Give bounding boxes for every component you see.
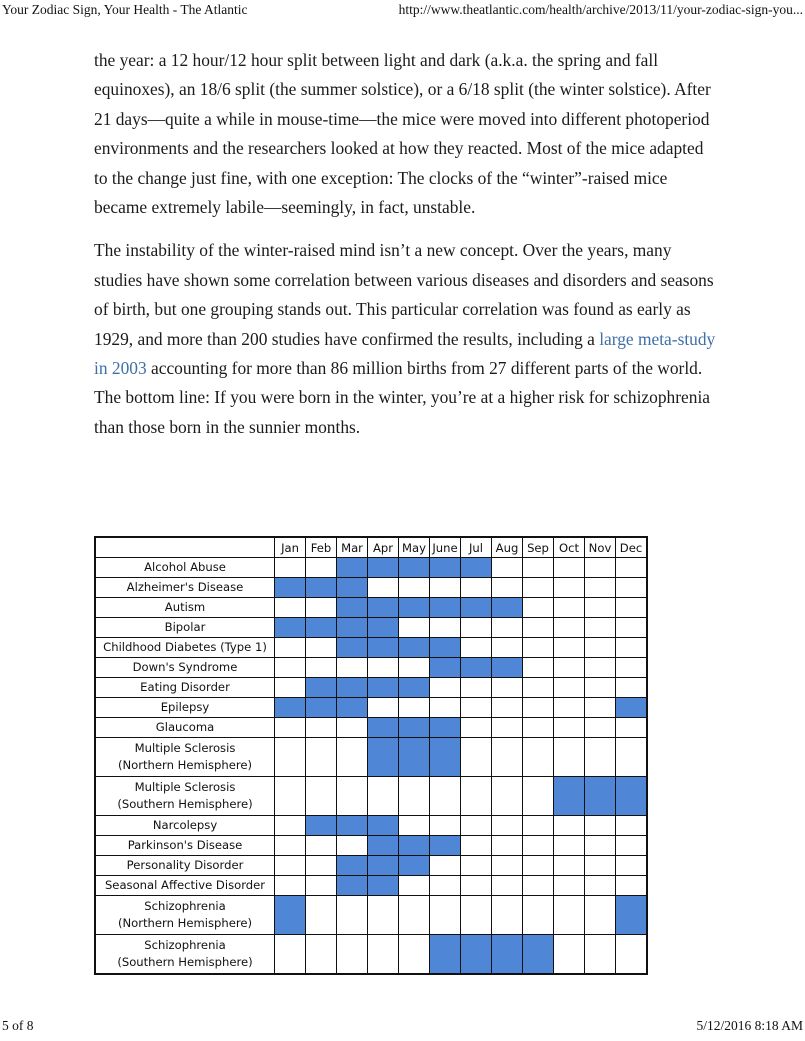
- month-cell-empty: [585, 856, 616, 876]
- month-cell-empty: [554, 558, 585, 578]
- print-datetime: 5/12/2016 8:18 AM: [696, 1018, 803, 1033]
- condition-label: [95, 856, 275, 876]
- month-cell-empty: [461, 698, 492, 718]
- month-cell-highlighted: [368, 618, 399, 638]
- month-cell-highlighted: [399, 718, 430, 738]
- condition-name: Multiple Sclerosis: [134, 780, 236, 794]
- paragraph-text: The instability of the winter-raised mind isn’t a new concept. Over the years, many studies have shown some correlation between various diseases and disorders and seasons of birth, but one grouping stands out. This particular correlation was found as early as 1929, and more than 200 studies have confirmed the results, including a: [94, 240, 714, 349]
- month-cell-empty: [399, 935, 430, 975]
- month-cell-empty: [492, 578, 523, 598]
- condition-label: [95, 678, 275, 698]
- table-row: [95, 935, 647, 975]
- month-cell-empty: [430, 678, 461, 698]
- month-cell-empty: [585, 896, 616, 935]
- month-cell-empty: [461, 836, 492, 856]
- month-cell-empty: [492, 638, 523, 658]
- month-cell-empty: [523, 638, 554, 658]
- month-cell-empty: [523, 856, 554, 876]
- month-header-jul: Jul: [461, 537, 492, 558]
- month-header-jan: Jan: [275, 537, 306, 558]
- month-cell-highlighted: [399, 856, 430, 876]
- month-cell-empty: [461, 638, 492, 658]
- month-cell-empty: [275, 777, 306, 816]
- month-cell-empty: [461, 777, 492, 816]
- condition-qualifier: (Southern Hemisphere): [117, 797, 253, 811]
- month-cell-highlighted: [368, 638, 399, 658]
- month-cell-empty: [337, 738, 368, 777]
- month-cell-empty: [523, 658, 554, 678]
- condition-name: Down's Syndrome: [132, 660, 238, 674]
- month-header-nov: Nov: [585, 537, 616, 558]
- month-cell-highlighted: [337, 598, 368, 618]
- month-cell-empty: [399, 618, 430, 638]
- month-cell-empty: [461, 856, 492, 876]
- month-cell-empty: [616, 598, 648, 618]
- month-cell-highlighted: [399, 836, 430, 856]
- month-header-mar: Mar: [337, 537, 368, 558]
- month-cell-highlighted: [616, 777, 648, 816]
- month-cell-highlighted: [368, 678, 399, 698]
- condition-qualifier: (Northern Hemisphere): [117, 916, 253, 930]
- month-cell-highlighted: [337, 558, 368, 578]
- month-cell-highlighted: [430, 935, 461, 975]
- month-header-dec: Dec: [616, 537, 648, 558]
- condition-name: Multiple Sclerosis: [134, 741, 236, 755]
- month-cell-highlighted: [337, 698, 368, 718]
- table-row: [95, 658, 647, 678]
- condition-name: Epilepsy: [160, 700, 210, 714]
- month-cell-empty: [337, 658, 368, 678]
- month-cell-empty: [585, 698, 616, 718]
- month-cell-highlighted: [337, 678, 368, 698]
- table-row: [95, 876, 647, 896]
- month-cell-empty: [368, 578, 399, 598]
- month-cell-empty: [430, 856, 461, 876]
- condition-label: [95, 876, 275, 896]
- month-cell-empty: [554, 698, 585, 718]
- table-row: [95, 856, 647, 876]
- month-cell-highlighted: [430, 558, 461, 578]
- month-cell-highlighted: [368, 876, 399, 896]
- condition-label: [95, 618, 275, 638]
- month-cell-highlighted: [461, 658, 492, 678]
- month-cell-empty: [616, 618, 648, 638]
- month-cell-empty: [275, 598, 306, 618]
- month-cell-empty: [554, 678, 585, 698]
- month-cell-highlighted: [368, 598, 399, 618]
- month-cell-empty: [616, 935, 648, 975]
- month-cell-highlighted: [337, 816, 368, 836]
- table-row: [95, 598, 647, 618]
- month-cell-highlighted: [399, 638, 430, 658]
- month-cell-highlighted: [275, 618, 306, 638]
- month-cell-empty: [554, 578, 585, 598]
- month-cell-empty: [585, 678, 616, 698]
- month-cell-empty: [554, 816, 585, 836]
- month-cell-empty: [337, 836, 368, 856]
- month-cell-empty: [492, 698, 523, 718]
- month-cell-empty: [306, 935, 337, 975]
- month-cell-empty: [306, 738, 337, 777]
- month-cell-empty: [337, 777, 368, 816]
- month-cell-empty: [523, 698, 554, 718]
- table-row: [95, 896, 647, 935]
- month-cell-empty: [616, 816, 648, 836]
- month-cell-empty: [616, 738, 648, 777]
- month-cell-highlighted: [368, 558, 399, 578]
- print-header: [0, 0, 805, 22]
- article-body: [94, 46, 716, 456]
- condition-name: Schizophrenia: [144, 938, 226, 952]
- month-cell-empty: [523, 578, 554, 598]
- month-cell-empty: [523, 678, 554, 698]
- month-cell-empty: [306, 558, 337, 578]
- month-cell-empty: [461, 816, 492, 836]
- month-cell-highlighted: [399, 598, 430, 618]
- month-cell-empty: [461, 718, 492, 738]
- month-cell-highlighted: [461, 935, 492, 975]
- condition-name: Alcohol Abuse: [144, 560, 226, 574]
- month-cell-highlighted: [275, 698, 306, 718]
- month-cell-empty: [554, 618, 585, 638]
- month-cell-highlighted: [275, 578, 306, 598]
- month-cell-empty: [368, 935, 399, 975]
- print-header-url: http://www.theatlantic.com/health/archive/2013/11/your-zodiac-sign-you...: [398, 2, 803, 17]
- month-cell-empty: [461, 738, 492, 777]
- condition-label: [95, 558, 275, 578]
- month-cell-highlighted: [461, 598, 492, 618]
- month-cell-empty: [368, 777, 399, 816]
- birth-season-disorder-table: [94, 536, 648, 975]
- month-cell-empty: [554, 935, 585, 975]
- month-cell-empty: [306, 836, 337, 856]
- month-cell-empty: [461, 876, 492, 896]
- month-cell-empty: [492, 836, 523, 856]
- month-cell-empty: [337, 718, 368, 738]
- month-cell-empty: [430, 578, 461, 598]
- month-cell-empty: [585, 638, 616, 658]
- month-cell-empty: [306, 718, 337, 738]
- table-row: [95, 698, 647, 718]
- month-cell-empty: [492, 618, 523, 638]
- month-cell-highlighted: [554, 777, 585, 816]
- month-cell-empty: [585, 816, 616, 836]
- month-cell-empty: [306, 598, 337, 618]
- condition-name: Glaucoma: [155, 720, 215, 734]
- month-header-oct: Oct: [554, 537, 585, 558]
- month-cell-highlighted: [275, 896, 306, 935]
- article-paragraph-1: the year: a 12 hour/12 hour split between light and dark (a.k.a. the spring and fall equinoxes), an 18/6 split (the summer solstice), or a 6/18 split (the winter solstice). After 21 days—quite a while in mouse-time—the mice were moved into different photoperiod environments and the researchers looked at how they reacted. Most of the mice adapted to the change just fine, with one exception: The clocks of the “winter”-raised mice became extremely labile—seemingly, in fact, unstable.: [94, 50, 711, 218]
- condition-label: [95, 896, 275, 935]
- month-cell-empty: [430, 777, 461, 816]
- month-cell-empty: [275, 856, 306, 876]
- month-cell-empty: [368, 698, 399, 718]
- month-header-row: [95, 537, 647, 558]
- print-header-title: Your Zodiac Sign, Your Health - The Atlantic: [2, 2, 248, 17]
- condition-label: [95, 777, 275, 816]
- month-cell-highlighted: [368, 816, 399, 836]
- month-cell-highlighted: [430, 836, 461, 856]
- month-cell-highlighted: [399, 558, 430, 578]
- month-cell-empty: [492, 718, 523, 738]
- month-cell-empty: [430, 698, 461, 718]
- condition-label: [95, 738, 275, 777]
- month-cell-empty: [399, 698, 430, 718]
- month-cell-empty: [616, 638, 648, 658]
- table-row: [95, 638, 647, 658]
- month-header-may: May: [399, 537, 430, 558]
- month-cell-highlighted: [492, 935, 523, 975]
- month-header-june: June: [430, 537, 461, 558]
- month-cell-empty: [430, 876, 461, 896]
- month-cell-empty: [430, 896, 461, 935]
- month-cell-empty: [554, 598, 585, 618]
- condition-label: [95, 698, 275, 718]
- month-cell-highlighted: [492, 598, 523, 618]
- month-cell-highlighted: [430, 658, 461, 678]
- table-row: [95, 578, 647, 598]
- month-cell-empty: [461, 896, 492, 935]
- month-cell-highlighted: [368, 718, 399, 738]
- month-cell-empty: [616, 836, 648, 856]
- month-cell-empty: [337, 896, 368, 935]
- month-cell-empty: [554, 856, 585, 876]
- table-row: [95, 738, 647, 777]
- month-header-aug: Aug: [492, 537, 523, 558]
- month-cell-empty: [492, 816, 523, 836]
- month-cell-empty: [585, 618, 616, 638]
- month-cell-empty: [616, 718, 648, 738]
- month-cell-empty: [523, 738, 554, 777]
- table-row: [95, 678, 647, 698]
- table-row: [95, 558, 647, 578]
- month-cell-empty: [492, 876, 523, 896]
- month-cell-empty: [275, 558, 306, 578]
- month-cell-empty: [523, 896, 554, 935]
- month-cell-empty: [275, 876, 306, 896]
- condition-name: Bipolar: [164, 620, 206, 634]
- month-cell-empty: [399, 896, 430, 935]
- month-cell-empty: [399, 816, 430, 836]
- month-cell-empty: [492, 678, 523, 698]
- condition-label: [95, 658, 275, 678]
- month-cell-highlighted: [430, 598, 461, 618]
- month-cell-highlighted: [306, 698, 337, 718]
- condition-name: Autism: [164, 600, 206, 614]
- month-cell-empty: [306, 896, 337, 935]
- month-cell-highlighted: [337, 638, 368, 658]
- month-cell-highlighted: [337, 856, 368, 876]
- month-cell-empty: [523, 816, 554, 836]
- month-cell-empty: [616, 578, 648, 598]
- condition-name: Childhood Diabetes (Type 1): [103, 640, 267, 654]
- month-cell-highlighted: [368, 856, 399, 876]
- month-cell-highlighted: [337, 876, 368, 896]
- condition-label: [95, 598, 275, 618]
- month-cell-empty: [399, 876, 430, 896]
- condition-label: [95, 935, 275, 975]
- condition-name: Alzheimer's Disease: [126, 580, 244, 594]
- month-cell-empty: [337, 935, 368, 975]
- condition-label: [95, 816, 275, 836]
- month-cell-empty: [554, 836, 585, 856]
- month-cell-empty: [554, 638, 585, 658]
- month-cell-empty: [523, 836, 554, 856]
- month-cell-highlighted: [306, 678, 337, 698]
- month-cell-empty: [461, 578, 492, 598]
- month-cell-empty: [585, 598, 616, 618]
- month-cell-empty: [275, 718, 306, 738]
- table-row: [95, 618, 647, 638]
- month-cell-empty: [616, 678, 648, 698]
- paragraph-text: accounting for more than 86 million births from 27 different parts of the world. The bottom line: If you were born in the winter, you’re at a higher risk for schizophrenia than those born in the sunnier months.: [94, 358, 710, 437]
- month-cell-empty: [585, 718, 616, 738]
- condition-name: Personality Disorder: [126, 858, 244, 872]
- month-cell-highlighted: [492, 658, 523, 678]
- month-cell-empty: [275, 738, 306, 777]
- month-cell-highlighted: [399, 738, 430, 777]
- month-cell-empty: [275, 935, 306, 975]
- condition-name: Schizophrenia: [144, 899, 226, 913]
- month-cell-highlighted: [430, 718, 461, 738]
- month-cell-empty: [368, 658, 399, 678]
- month-cell-empty: [430, 618, 461, 638]
- month-cell-empty: [306, 638, 337, 658]
- month-cell-empty: [616, 558, 648, 578]
- month-cell-empty: [523, 618, 554, 638]
- month-cell-empty: [616, 876, 648, 896]
- article-paragraph-2: [94, 236, 716, 442]
- month-cell-empty: [399, 658, 430, 678]
- month-cell-empty: [523, 598, 554, 618]
- month-cell-empty: [492, 777, 523, 816]
- month-cell-empty: [554, 738, 585, 777]
- month-cell-empty: [554, 876, 585, 896]
- month-cell-empty: [554, 896, 585, 935]
- month-cell-empty: [523, 876, 554, 896]
- month-header-sep: Sep: [523, 537, 554, 558]
- condition-label: [95, 578, 275, 598]
- month-cell-highlighted: [306, 618, 337, 638]
- month-cell-empty: [523, 777, 554, 816]
- month-cell-highlighted: [585, 777, 616, 816]
- month-cell-highlighted: [399, 678, 430, 698]
- month-cell-empty: [616, 856, 648, 876]
- month-cell-empty: [492, 738, 523, 777]
- month-cell-highlighted: [461, 558, 492, 578]
- month-cell-empty: [461, 678, 492, 698]
- condition-label: [95, 638, 275, 658]
- month-cell-highlighted: [306, 816, 337, 836]
- month-cell-highlighted: [337, 618, 368, 638]
- month-cell-empty: [275, 816, 306, 836]
- table-row: [95, 777, 647, 816]
- month-cell-empty: [399, 578, 430, 598]
- month-cell-empty: [585, 658, 616, 678]
- month-cell-empty: [492, 896, 523, 935]
- month-cell-empty: [306, 856, 337, 876]
- condition-name: Narcolepsy: [152, 818, 218, 832]
- table-row: [95, 718, 647, 738]
- page-number: 5 of 8: [2, 1018, 34, 1033]
- month-cell-empty: [585, 578, 616, 598]
- month-cell-empty: [461, 618, 492, 638]
- condition-label: [95, 836, 275, 856]
- month-cell-empty: [275, 658, 306, 678]
- month-cell-empty: [554, 718, 585, 738]
- table-row: [95, 816, 647, 836]
- month-cell-empty: [585, 558, 616, 578]
- month-cell-empty: [275, 836, 306, 856]
- month-cell-highlighted: [430, 738, 461, 777]
- month-header-apr: Apr: [368, 537, 399, 558]
- meta-study-link[interactable]: large meta-study in 2003: [94, 328, 716, 379]
- month-cell-highlighted: [368, 836, 399, 856]
- month-cell-empty: [275, 638, 306, 658]
- month-cell-empty: [523, 718, 554, 738]
- month-cell-highlighted: [523, 935, 554, 975]
- corner-cell: [95, 537, 275, 558]
- table-row: [95, 836, 647, 856]
- month-cell-empty: [430, 816, 461, 836]
- month-cell-highlighted: [430, 638, 461, 658]
- month-cell-empty: [306, 777, 337, 816]
- month-cell-highlighted: [337, 578, 368, 598]
- condition-name: Seasonal Affective Disorder: [104, 878, 266, 892]
- month-cell-empty: [616, 658, 648, 678]
- month-cell-empty: [585, 935, 616, 975]
- month-cell-empty: [492, 558, 523, 578]
- month-cell-empty: [585, 738, 616, 777]
- month-cell-empty: [523, 558, 554, 578]
- month-cell-empty: [275, 678, 306, 698]
- condition-name: Eating Disorder: [140, 680, 230, 694]
- month-cell-empty: [492, 856, 523, 876]
- month-cell-empty: [368, 896, 399, 935]
- month-cell-highlighted: [616, 698, 648, 718]
- month-cell-empty: [306, 658, 337, 678]
- condition-qualifier: (Southern Hemisphere): [117, 955, 253, 969]
- month-cell-empty: [554, 658, 585, 678]
- condition-name: Parkinson's Disease: [127, 838, 243, 852]
- condition-qualifier: (Northern Hemisphere): [117, 758, 253, 772]
- condition-label: [95, 718, 275, 738]
- month-cell-highlighted: [616, 896, 648, 935]
- month-cell-empty: [399, 777, 430, 816]
- month-cell-empty: [585, 836, 616, 856]
- month-cell-highlighted: [306, 578, 337, 598]
- month-cell-empty: [306, 876, 337, 896]
- month-header-feb: Feb: [306, 537, 337, 558]
- month-cell-empty: [585, 876, 616, 896]
- month-cell-highlighted: [368, 738, 399, 777]
